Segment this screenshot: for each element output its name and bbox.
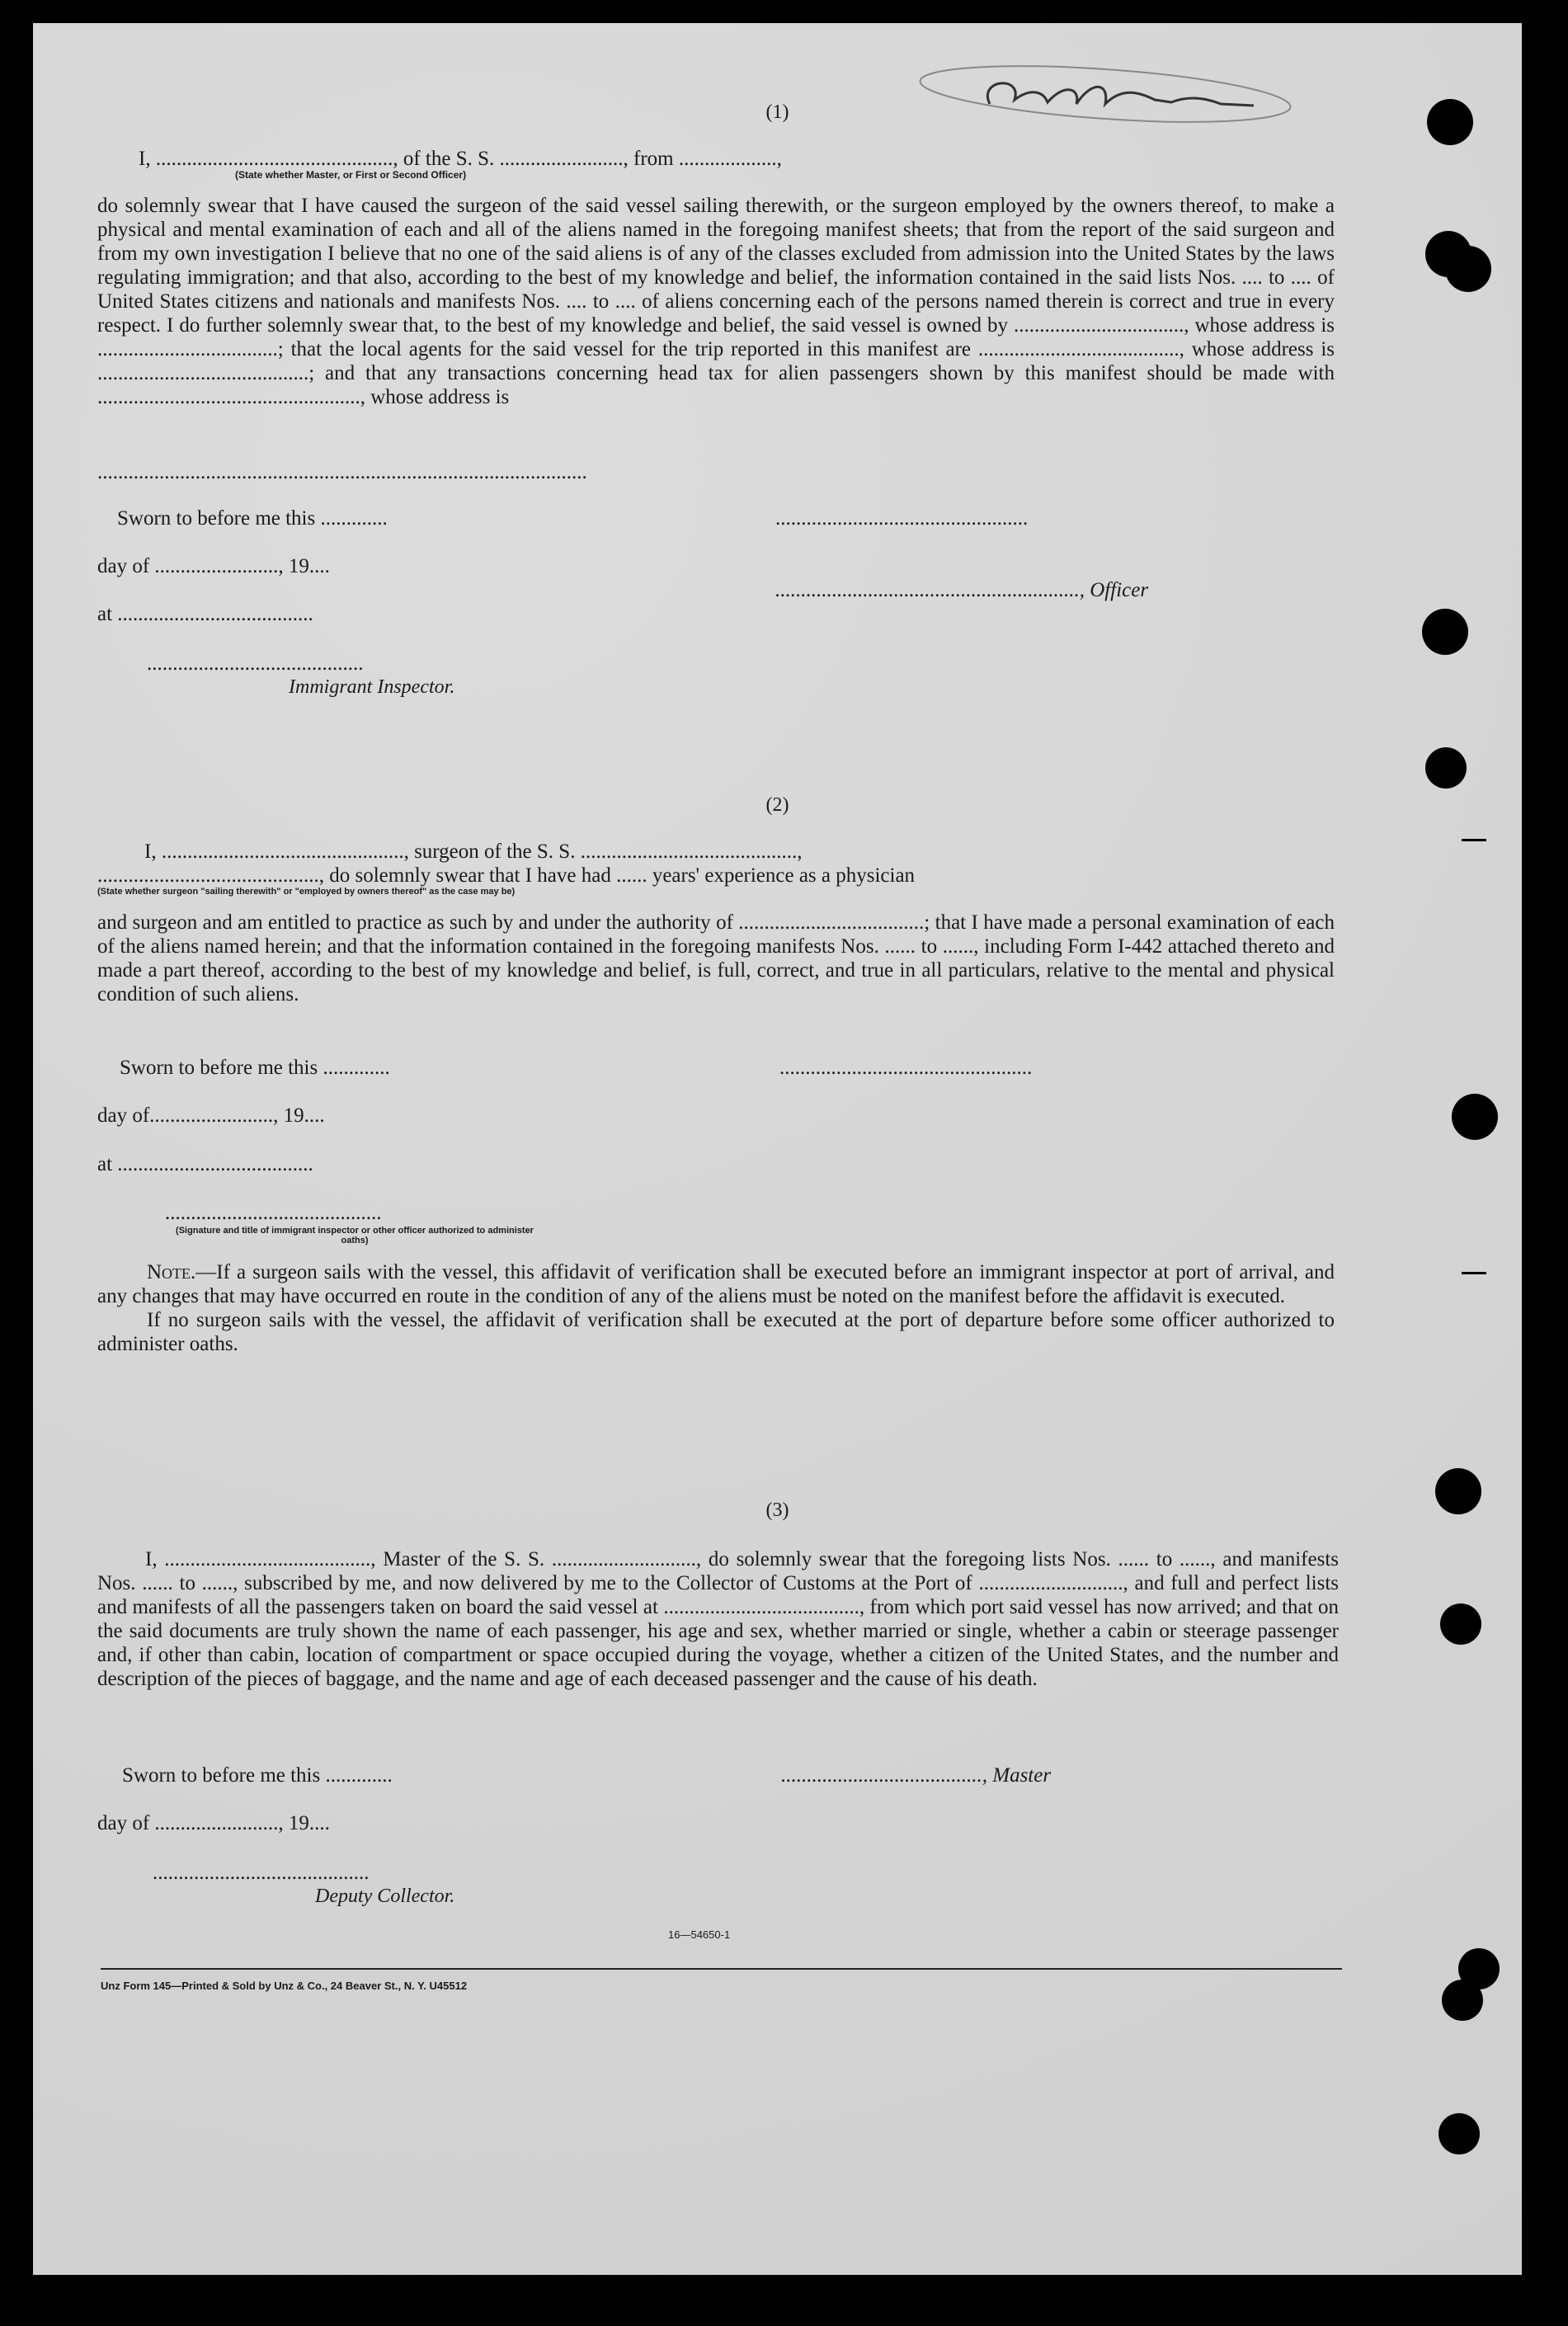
punch-hole	[1425, 747, 1467, 789]
section3-collector-line: ..........................................	[153, 1862, 370, 1884]
punch-hole	[1427, 99, 1473, 145]
section2-inspector-line: ..........................................	[165, 1202, 382, 1224]
svg-text:Castelgrano: Castelgrano	[1072, 100, 1076, 101]
section3-day-of: day of ........................, 19....	[97, 1812, 330, 1834]
section1-inspector-title: Immigrant Inspector.	[289, 676, 455, 698]
note-text-2: If no surgeon sails with the vessel, the affidavit of verification shall be executed at the port of departure before some officer authorized to administer oaths.	[97, 1309, 1335, 1355]
section2-note	[97, 1260, 1335, 1356]
form-number: 16—54650-1	[668, 1928, 731, 1941]
section2-signature-line: .................................................	[779, 1057, 1033, 1079]
edge-mark	[1462, 839, 1486, 841]
section1-inspector-line: ..........................................	[147, 652, 364, 675]
section1-paragraph-text: do solemnly swear that I have caused the surgeon of the said vessel sailing therewith, or the surgeon employed by the owners thereof, to make a physical and mental examination of each and all of the aliens named in the foregoing manifest sheets; that from the report of the said surgeon and from my own investigation I believe that no one of the said aliens is of any of the classes excluded from admission into the United States by the laws regulating immigration; and that also, according to the best of my knowledge and belief, the information contained in the said lists Nos. .... to .... of United States citizens and nationals and manifests Nos. .... to .... of aliens concerning each of the persons named therein is correct and true in every respect. I do further solemnly swear that, to the best of my knowledge and belief, the said vessel is owned by ................................., whose address is ...................................; that the local agents for the said vessel for the trip reported in this manifest are ......................................., whose address is .........................................; and that any transactions concerning head tax for alien passengers shown by this manifest should be made with ..................................................., whose address is	[97, 195, 1335, 408]
section2-line2: ..........................................., do solemnly swear that I have had ...... years' experience as a physician	[97, 864, 916, 887]
section1-signature-line: .................................................	[775, 507, 1029, 530]
punch-hole	[1445, 246, 1491, 292]
note-text-1: —If a surgeon sails with the vessel, this affidavit of verification shall be executed before an immigrant inspector at port of arrival, and any changes that may have occurred en route in the condition of any of the aliens must be noted on the manifest before the affidavit is executed.	[97, 1261, 1335, 1307]
section1-dotline: ...............................................................................................	[97, 461, 587, 483]
section2-day-of: day of........................, 19....	[97, 1104, 325, 1127]
section3-master-line: ......................................., Master	[781, 1764, 1052, 1787]
section3-sworn: Sworn to before me this .............	[122, 1764, 393, 1787]
punch-hole	[1452, 1094, 1498, 1140]
document-page	[33, 23, 1522, 2275]
section1-at: at ......................................	[97, 603, 313, 625]
punch-hole	[1422, 609, 1468, 655]
section3-paragraph	[97, 1547, 1339, 1691]
section3-collector-title: Deputy Collector.	[315, 1886, 455, 1907]
note-label: Note.	[147, 1261, 196, 1283]
section2-caption: (State whether surgeon "sailing therewith" or "employed by owners thereof" as the case may be)	[97, 887, 516, 897]
section1-paragraph	[97, 194, 1335, 409]
section2-sworn: Sworn to before me this .............	[120, 1057, 390, 1079]
section1-officer-line: ..........................................................., Officer	[775, 579, 1149, 601]
punch-hole	[1440, 1603, 1481, 1645]
punch-hole	[1435, 1468, 1481, 1514]
section1-caption: (State whether Master, or First or Second Officer)	[235, 169, 467, 181]
section3-paragraph-text: I, ........................................, Master of the S. S. ............................, do solemnly swear that the foregoing lists Nos. ...... to ......, and manifests Nos. ...... to ......, subscribed by me, and now delivered by me to the Collector of Customs at the Port of ............................, and full and perfect lists and manifests of all the passengers taken on board the said vessel at ......................................, from which port said vessel has now arrived; and that on the said documents are truly shown the name of each passenger, his age and sex, whether married or single, whether a cabin or steerage passenger and, if other than cabin, location of compartment or space occupied during the voyage, whether a citizen of the United States, and the number and description of the pieces of baggage, and the name and age of each deceased passenger and the cause of his death.	[97, 1548, 1339, 1690]
section1-day-of: day of ........................, 19....	[97, 555, 330, 577]
punch-hole	[1442, 1980, 1483, 2021]
section2-paragraph	[97, 911, 1335, 1006]
section1-line1: I, .............................................., of the S. S. ........................, from ...................,	[139, 148, 782, 170]
section1-number: (1)	[765, 101, 789, 123]
edge-mark	[1462, 1272, 1486, 1274]
section2-inspector-caption: (Signature and title of immigrant inspector or other officer authorized to administer oaths)	[176, 1226, 534, 1245]
section2-paragraph-text: and surgeon and am entitled to practice as such by and under the authority of ....................................; that I have made a personal examination of each of the aliens named herein; and that the information contained in the foregoing manifests Nos. ...... to ......, including Form I-442 attached thereto and made a part thereof, according to the best of my knowledge and belief, is full, correct, and true in all particulars, relative to the mental and physical condition of such aliens.	[97, 911, 1335, 1005]
section2-at: at ......................................	[97, 1153, 313, 1175]
section2-line1: I, ..............................................., surgeon of the S. S. ..........................................,	[144, 840, 803, 863]
punch-hole	[1439, 2113, 1480, 2154]
section1-sworn: Sworn to before me this .............	[117, 507, 388, 530]
footer-rule	[101, 1968, 1342, 1970]
section3-number: (3)	[765, 1500, 789, 1521]
section2-number: (2)	[765, 794, 789, 816]
footer-imprint: Unz Form 145—Printed & Sold by Unz & Co., 24 Beaver St., N. Y. U45512	[101, 1980, 468, 1992]
